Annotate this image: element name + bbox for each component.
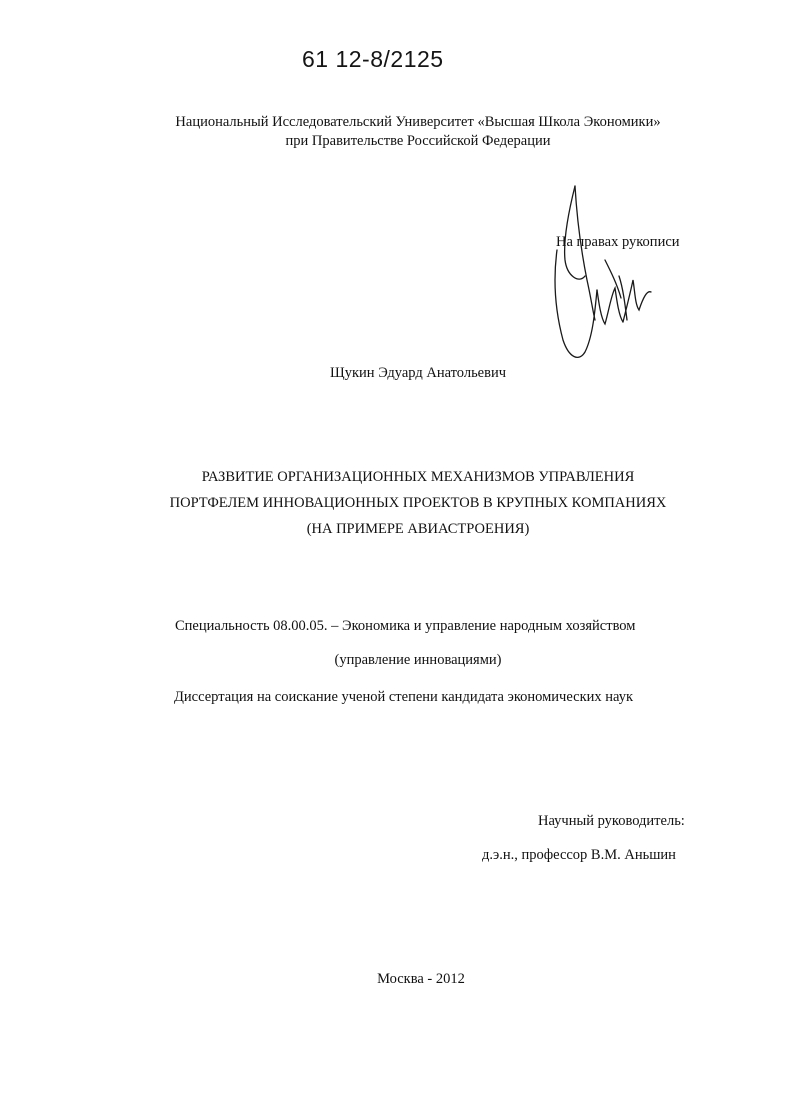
specialty-subfield: (управление инновациями): [334, 652, 502, 668]
dissertation-title: [0, 464, 792, 542]
university-block: [0, 113, 792, 151]
handwritten-signature: [535, 180, 665, 370]
supervisor-name: д.э.н., профессор В.М. Аньшин: [482, 847, 676, 863]
supervisor-label: Научный руководитель:: [538, 813, 685, 829]
university-affiliation: при Правительстве Российской Федерации: [285, 133, 551, 149]
city-year: Москва - 2012: [377, 971, 465, 987]
author-name: Щукин Эдуард Анатольевич: [329, 365, 507, 381]
archive-number: 61 12-8/2125: [302, 46, 444, 72]
title-line-3: (НА ПРИМЕРЕ АВИАСТРОЕНИЯ): [306, 521, 530, 537]
university-name: Национальный Исследовательский Университет «Высшая Школа Экономики»: [175, 114, 661, 130]
title-line-2: ПОРТФЕЛЕМ ИННОВАЦИОННЫХ ПРОЕКТОВ В КРУПНЫХ КОМПАНИЯХ: [169, 495, 667, 511]
title-line-1: РАЗВИТИЕ ОРГАНИЗАЦИОННЫХ МЕХАНИЗМОВ УПРАВЛЕНИЯ: [201, 469, 635, 485]
specialty: Специальность 08.00.05. – Экономика и управление народным хозяйством: [175, 618, 636, 634]
manuscript-rights: На правах рукописи: [556, 234, 680, 250]
degree-statement: Диссертация на соискание ученой степени кандидата экономических наук: [174, 689, 634, 705]
